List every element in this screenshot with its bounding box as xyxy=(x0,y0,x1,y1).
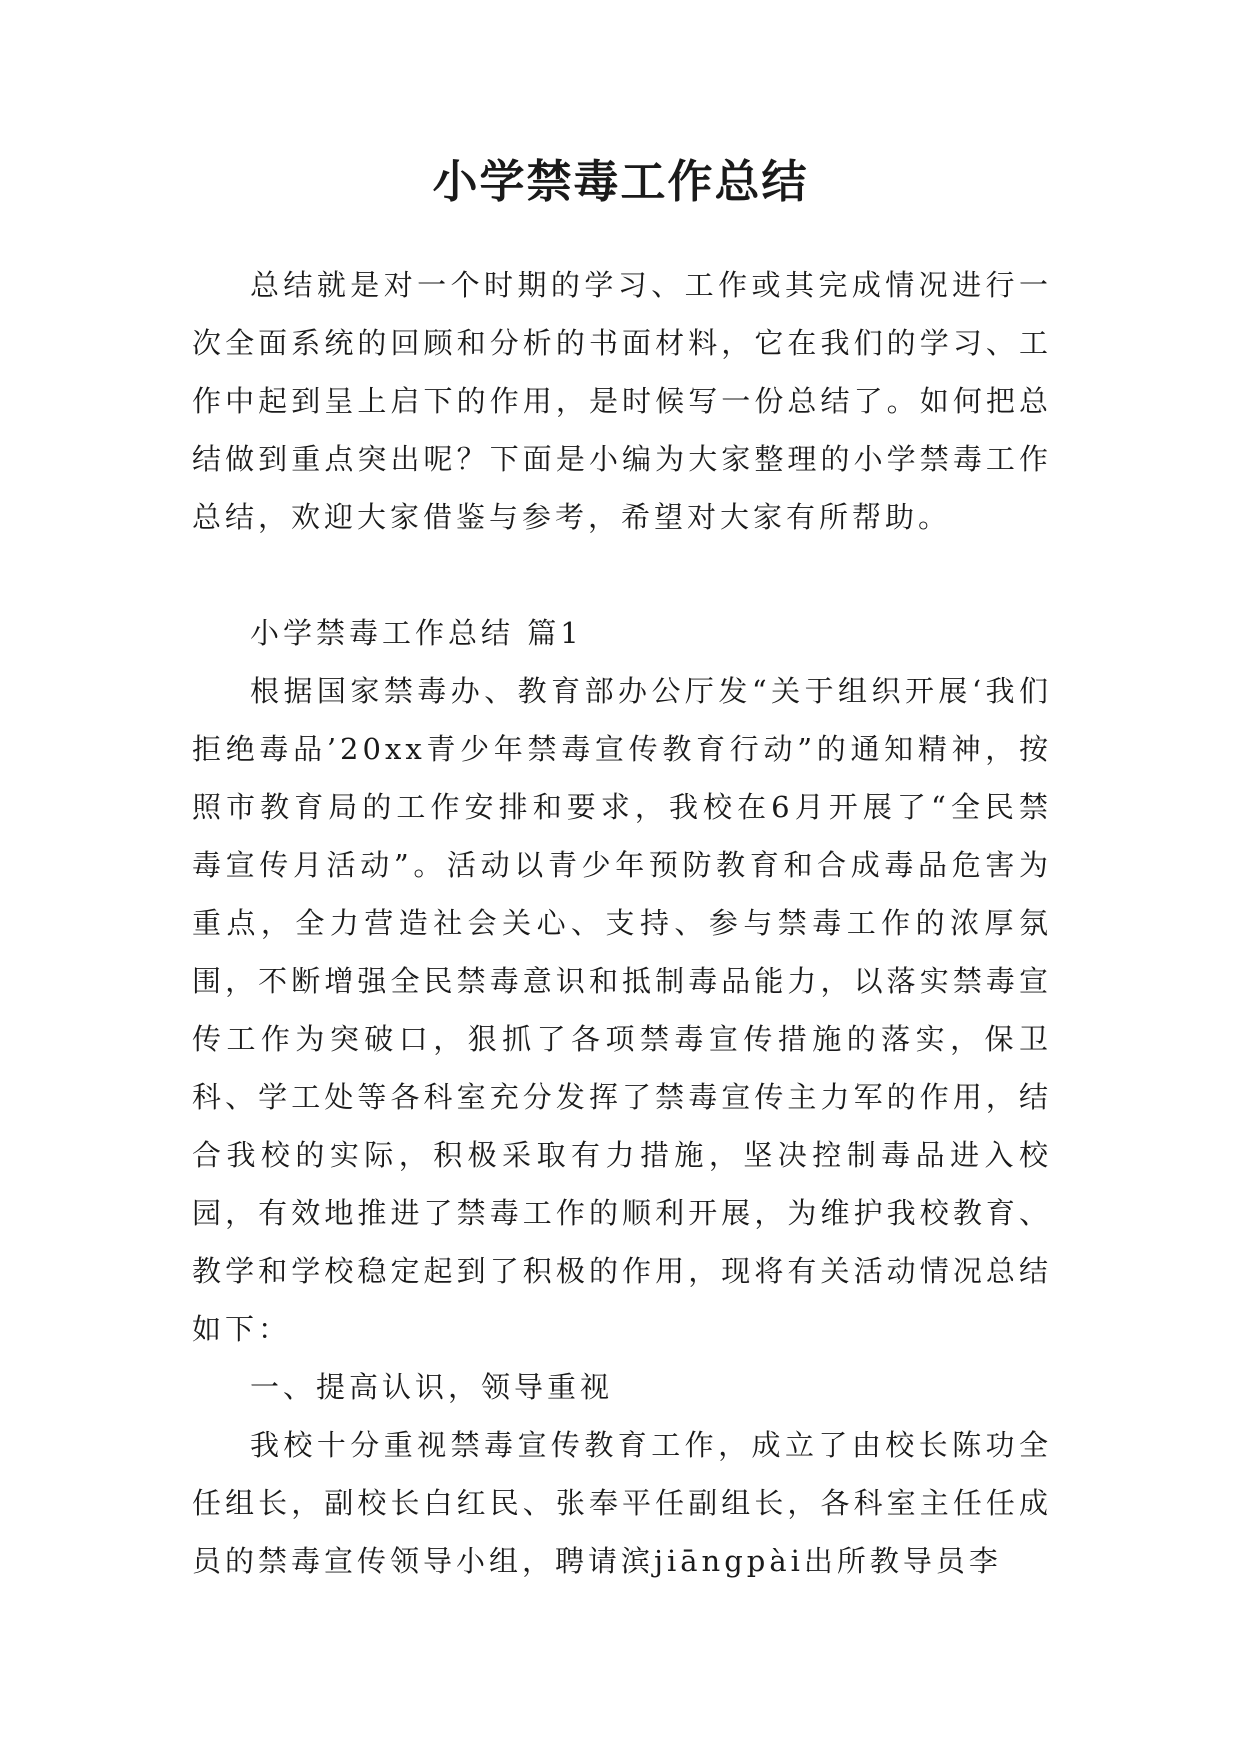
section-heading: 小学禁毒工作总结 篇1 xyxy=(250,616,583,650)
document-title: 小学禁毒工作总结 xyxy=(432,155,809,208)
body-paragraph: 根据国家禁毒办、教育部办公厅发“关于组织开展‘我们拒绝毒品’20xx青少年禁毒宣传教育行动”的通知精神，按照市教育局的工作安排和要求，我校在6月开展了“全民禁毒宣传月活动”。活动以青少年预防教育和合成毒品危害为重点，全力营造社会关心、支持、参与禁毒工作的浓厚氛围，不断增强全民禁毒意识和抵制毒品能力，以落实禁毒宣传工作为突破口，狠抓了各项禁毒宣传措施的落实，保卫科、学工处等各科室充分发挥了禁毒宣传主力军的作用，结合我校的实际，积极采取有力措施，坚决控制毒品进入校园，有效地推进了禁毒工作的顺利开展，为维护我校教育、教学和学校稳定起到了积极的作用，现将有关活动情况总结如下： xyxy=(192,674,1052,1346)
intro-paragraph: 总结就是对一个时期的学习、工作或其完成情况进行一次全面系统的回顾和分析的书面材料，它在我们的学习、工作中起到呈上启下的作用，是时候写一份总结了。如何把总结做到重点突出呢？下面是小编为大家整理的小学禁毒工作总结，欢迎大家借鉴与参考，希望对大家有所帮助。 xyxy=(192,268,1052,534)
body-paragraph: 我校十分重视禁毒宣传教育工作，成立了由校长陈功全任组长，副校长白红民、张奉平任副组长，各科室主任任成员的禁毒宣传领导小组，聘请滨jiāngpài出所教导员李 xyxy=(192,1428,1052,1578)
document-body xyxy=(192,256,1052,1590)
subsection-heading: 一、提高认识，领导重视 xyxy=(250,1370,614,1404)
